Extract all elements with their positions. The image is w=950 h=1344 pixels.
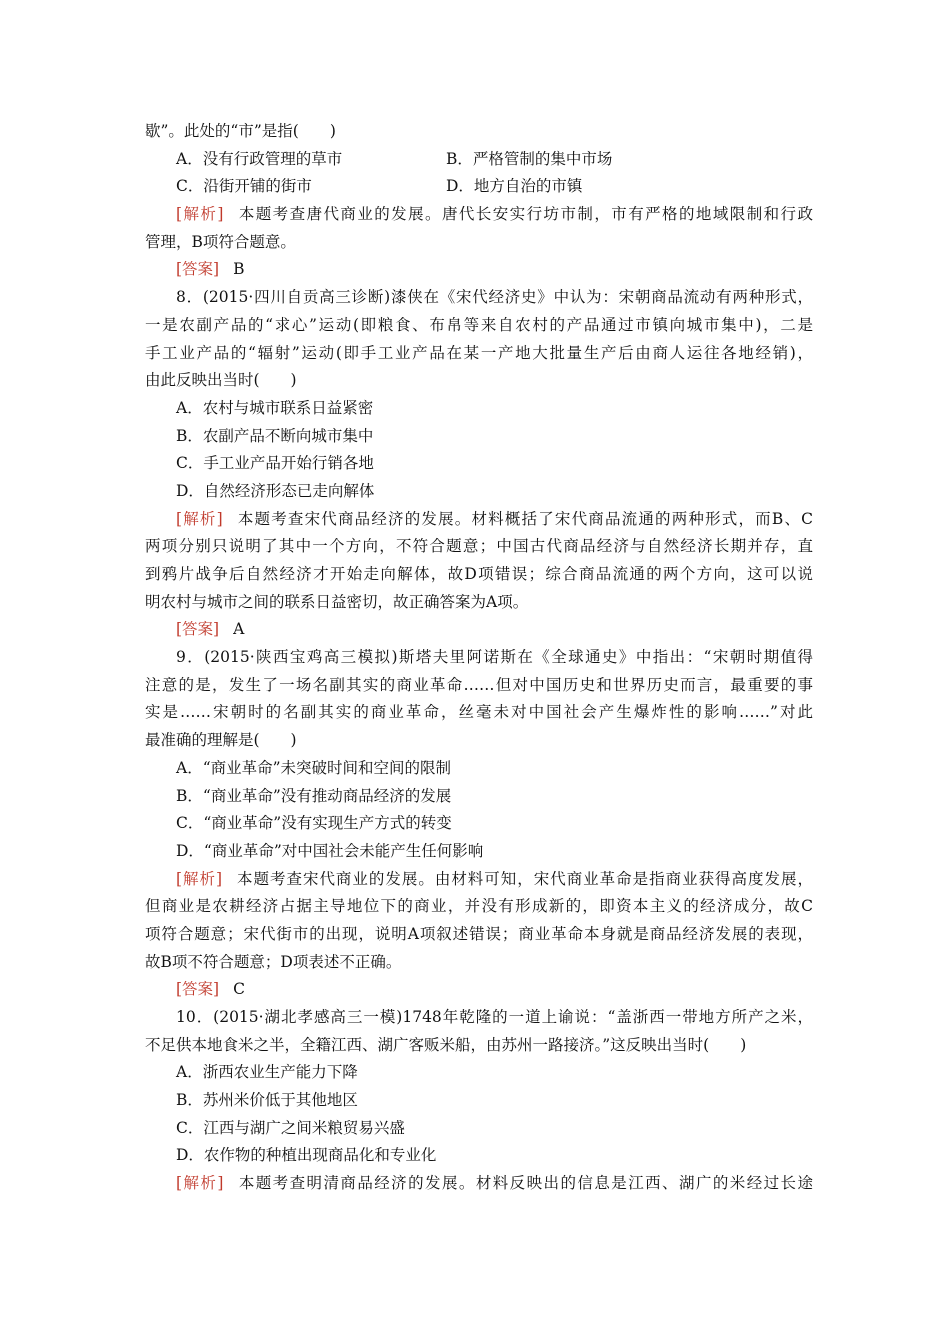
q8-stem-line: 一是农副产品的“求心”运动(即粮食、布帛等来自农村的产品通过市镇向城市集中)，二是: [145, 315, 813, 334]
q9-stem-line: 9．(2015·陕西宝鸡高三模拟)斯塔夫里阿诺斯在《全球通史》中指出：“宋朝时期值得: [176, 648, 813, 667]
q7-option-c: C．沿街开铺的街市: [176, 177, 312, 196]
q7-analysis-line: [解析] 本题考查唐代商业的发展。唐代长安实行坊市制，市有严格的地域限制和行政: [176, 205, 813, 224]
q7-analysis-line: 管理，B项符合题意。: [145, 232, 296, 251]
q10-stem-line: 10．(2015·湖北孝感高三一模)1748年乾隆的一道上谕说：“盖浙西一带地方所产之米，: [176, 1008, 813, 1026]
q8-option-d: D．自然经济形态已走向解体: [176, 481, 375, 500]
q10-option-d: D．农作物的种植出现商品化和专业化: [176, 1146, 437, 1165]
q9-stem-line: 实是……宋朝时的名副其实的商业革命，丝毫未对中国社会产生爆炸性的影响……”对此: [145, 703, 813, 722]
q9-option-a: A．“商业革命”未突破时间和空间的限制: [176, 758, 452, 777]
q9-analysis-line: [解析] 本题考查宋代商业的发展。由材料可知，宋代商业革命是指商业获得高度发展，: [176, 869, 813, 888]
q10-analysis-line: [解析] 本题考查明清商品经济的发展。材料反映出的信息是江西、湖广的米经过长途: [176, 1174, 813, 1193]
answer-value: A: [233, 620, 245, 639]
q10-stem-line: 不足供本地食米之半，全籍江西、湖广客贩米船，由苏州一路接济。”这反映出当时( ): [145, 1035, 747, 1054]
q7-option-b: B．严格管制的集中市场: [446, 149, 613, 168]
answer-tag: [答案]: [176, 260, 220, 279]
q7-options-row-1: [145, 146, 813, 174]
answer-value: B: [233, 260, 245, 279]
q9-analysis-line: 但商业是农耕经济占据主导地位下的商业，并没有形成新的，即资本主义的经济成分，故C: [145, 897, 813, 916]
q9-answer: [145, 976, 813, 1004]
q7-option-d: D．地方自治的市镇: [446, 177, 583, 196]
answer-tag: [答案]: [176, 980, 220, 999]
q8-answer: [145, 616, 813, 644]
q9-stem-line: 最准确的理解是( ): [145, 731, 297, 750]
q8-stem-line: 手工业产品的“辐射”运动(即手工业产品在某一产地大批量生产后由商人运往各地经销)，: [145, 343, 813, 362]
q7-stem: 歇”。此处的“市”是指( ): [145, 122, 336, 140]
q8-option-c: C．手工业产品开始行销各地: [176, 454, 374, 473]
q7-option-a: A．没有行政管理的草市: [176, 149, 343, 168]
q7-answer: [145, 256, 813, 284]
q7-options-row-2: [145, 173, 813, 201]
q8-stem-line: 由此反映出当时( ): [145, 371, 297, 390]
q8-option-b: B．农副产品不断向城市集中: [176, 426, 374, 445]
q10-option-a: A．浙西农业生产能力下降: [176, 1063, 358, 1082]
q10-option-b: B．苏州米价低于其他地区: [176, 1091, 358, 1110]
q8-analysis-line: [解析] 本题考查宋代商品经济的发展。材料概括了宋代商品流通的两种形式，而B、C: [176, 509, 813, 528]
q9-option-b: B．“商业革命”没有推动商品经济的发展: [176, 786, 452, 805]
answer-tag: [答案]: [176, 620, 220, 639]
q8-analysis-line: 到鸦片战争后自然经济才开始走向解体，故D项错误；综合商品流通的两个方向，这可以说: [145, 565, 813, 583]
q10-option-c: C．江西与湖广之间米粮贸易兴盛: [176, 1118, 405, 1137]
answer-value: C: [233, 980, 245, 999]
analysis-tag: [解析]: [176, 205, 224, 224]
q9-analysis-line: 故B项不符合题意；D项表述不正确。: [145, 952, 402, 971]
analysis-tag: [解析]: [176, 509, 223, 528]
document-content: [145, 118, 813, 1198]
q9-analysis-line: 项符合题意；宋代街市的出现，说明A项叙述错误；商业革命本身就是商品经济发展的表现，: [145, 924, 813, 943]
analysis-tag: [解析]: [176, 1174, 224, 1193]
q8-analysis-line: 明农村与城市之间的联系日益密切，故正确答案为A项。: [145, 592, 529, 611]
q9-stem-line: 注意的是，发生了一场名副其实的商业革命……但对中国历史和世界历史而言，最重要的事: [145, 675, 813, 694]
q9-option-d: D．“商业革命”对中国社会未能产生任何影响: [176, 841, 484, 860]
q9-option-c: C．“商业革命”没有实现生产方式的转变: [176, 814, 452, 833]
q8-stem-line: 8．(2015·四川自贡高三诊断)漆侠在《宋代经济史》中认为：宋朝商品流动有两种形式，: [176, 288, 813, 307]
analysis-tag: [解析]: [176, 869, 223, 888]
q8-option-a: A．农村与城市联系日益紧密: [176, 398, 374, 417]
q8-analysis-line: 两项分别只说明了其中一个方向，不符合题意；中国古代商品经济与自然经济长期并存，直: [145, 537, 813, 556]
